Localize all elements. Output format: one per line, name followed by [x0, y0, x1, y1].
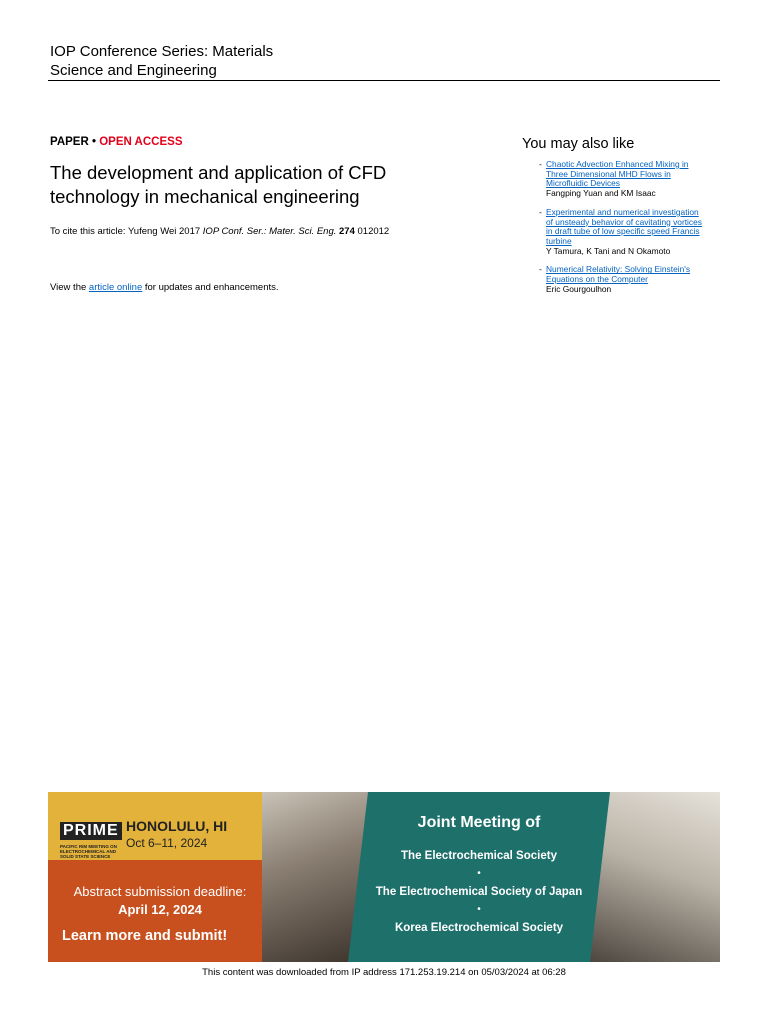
view-prefix: View the	[50, 282, 89, 293]
banner-dates: Oct 6–11, 2024	[126, 836, 208, 850]
learn-more-button[interactable]: Learn more and submit!	[62, 928, 228, 944]
related-title-line: Equations on the Computer	[546, 274, 648, 285]
journal-name-line2: Science and Engineering	[50, 62, 217, 79]
related-title-line: Numerical Relativity: Solving Einstein's	[546, 264, 691, 275]
related-item-link[interactable]	[546, 265, 722, 284]
related-title-line: Three Dimensional MHD Flows in	[546, 168, 671, 179]
citation-volume: 274	[339, 226, 355, 237]
related-item	[522, 208, 722, 257]
journal-name-line1: IOP Conference Series: Materials	[50, 43, 274, 60]
article-online-link[interactable]: article online	[88, 282, 143, 293]
society-bullet: •	[477, 868, 481, 879]
article-title-line2: technology in mechanical engineering	[50, 186, 360, 207]
society-name: Korea Electrochemical Society	[394, 922, 564, 934]
prime-logo	[54, 800, 119, 859]
citation-prefix: To cite this article: Yufeng Wei 2017	[50, 226, 203, 237]
related-title-line: Microfluidic Devices	[546, 178, 620, 189]
related-title-line: turbine	[546, 235, 572, 246]
society-name: The Electrochemical Society of Japan	[375, 886, 583, 898]
open-access-label: OPEN ACCESS	[99, 136, 183, 148]
paper-label: PAPER	[50, 136, 89, 148]
conference-ad-banner[interactable]	[48, 792, 720, 962]
banner-city: HONOLULU, HI	[126, 818, 228, 834]
related-authors: Eric Gourgoulhon	[546, 283, 612, 294]
article-title	[50, 161, 470, 209]
related-heading: You may also like	[522, 136, 635, 152]
related-item	[522, 160, 722, 199]
tag-separator: •	[88, 136, 100, 148]
header-rule	[48, 80, 720, 81]
prime-logo-word: PRIME	[60, 822, 122, 840]
related-articles	[522, 136, 722, 303]
joint-meeting-heading: Joint Meeting of	[417, 814, 541, 831]
related-authors: Fangping Yuan and KM Isaac	[546, 188, 656, 199]
society-bullet: •	[477, 904, 481, 915]
related-title-line: Experimental and numerical investigation	[546, 206, 699, 217]
citation-number: 012012	[354, 226, 390, 237]
related-authors: Y Tamura, K Tani and N Okamoto	[546, 245, 671, 256]
list-dash: -	[539, 159, 542, 169]
citation-journal: IOP Conf. Ser.: Mater. Sci. Eng.	[202, 226, 337, 237]
article-title-line1: The development and application of CFD	[50, 162, 387, 183]
view-online-note	[50, 282, 279, 293]
related-item-link[interactable]	[546, 160, 722, 189]
list-dash: -	[539, 264, 542, 275]
related-title-line: in draft tube of low specific speed Francis	[546, 226, 700, 237]
citation	[50, 226, 389, 237]
related-item	[522, 265, 722, 294]
society-name: The Electrochemical Society	[401, 850, 557, 862]
abstract-deadline-label: Abstract submission deadline:	[73, 884, 247, 899]
related-title-line: Chaotic Advection Enhanced Mixing in	[546, 159, 689, 169]
related-title-line: of unsteady behavior of cavitating vortices	[546, 216, 702, 227]
download-footer: This content was downloaded from IP address 171.253.19.214 on 05/03/2024 at 06:28	[202, 967, 566, 978]
journal-name	[50, 42, 273, 80]
article-type-tag	[50, 136, 183, 148]
prime-logo-subtitle: PACIFIC RIM MEETING ON ELECTROCHEMICAL AND SOLID STATE SCIENCE	[60, 844, 117, 859]
abstract-deadline-date: April 12, 2024	[118, 902, 202, 917]
list-dash: -	[539, 206, 542, 217]
view-suffix: for updates and enhancements.	[142, 282, 279, 293]
related-item-link[interactable]	[546, 208, 722, 247]
